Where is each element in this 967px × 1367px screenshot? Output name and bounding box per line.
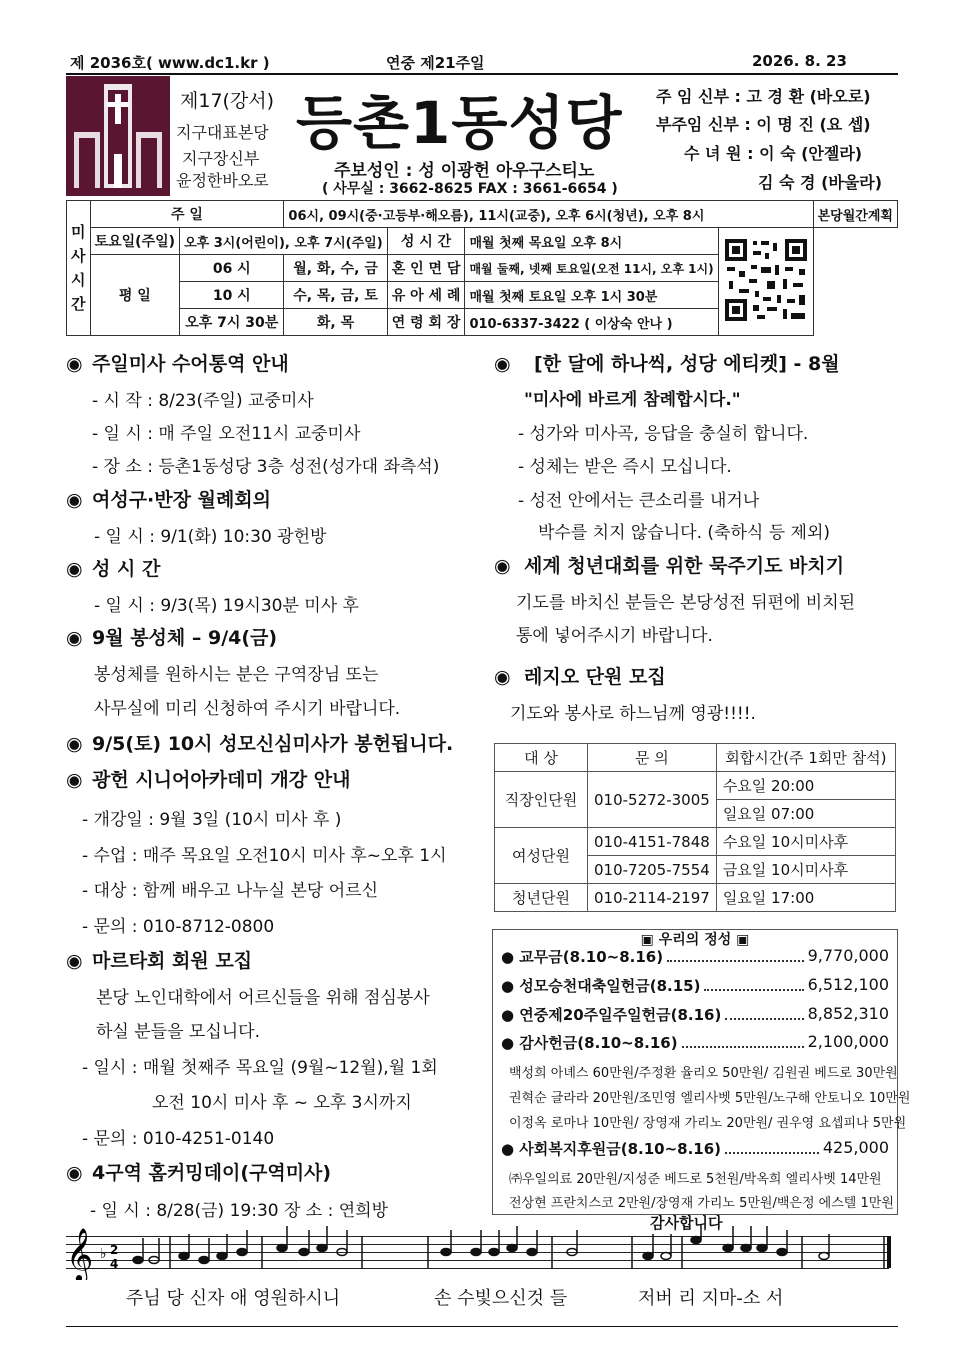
header-rule: [66, 73, 898, 75]
saturday-times: 오후 3시(어린이), 오후 7시(주일): [180, 228, 388, 255]
section-communion-sick: ◉ 9월 봉성체 – 9/4(금): [66, 627, 278, 649]
offering-row-4: ● 감사헌금(8.10~8.16) 2,100,000: [501, 1032, 889, 1052]
svg-text:♭: ♭: [100, 1246, 107, 1262]
thanks-message: 감사합니다: [650, 1214, 723, 1232]
legio-group-3-tel: 010-2114-2197: [588, 884, 717, 912]
weekday-time-2: 10 시: [180, 282, 284, 309]
event-label-1: 성 시 간: [387, 228, 465, 255]
martha-line-3: - 일시 : 매월 첫째주 목요일 (9월~12월),월 1회: [82, 1058, 438, 1078]
legio-head-target: 대 상: [495, 744, 588, 772]
offering-title: ▣ 우리의 정성 ▣: [640, 932, 750, 948]
district-label: 제17(강서): [180, 90, 275, 112]
footer-rule: [66, 1326, 898, 1327]
issue-date: 2026. 8. 23: [752, 52, 847, 70]
sign-language-line-2: - 일 시 : 매 주일 오전11시 교중미사: [92, 424, 361, 444]
role-2: 지구장신부: [182, 149, 260, 168]
weekday-days-1: 월, 화, 수, 금: [284, 255, 387, 282]
legio-group-2: 여성단원: [495, 828, 588, 884]
staff-sister-1: 수 녀 원 : 이 숙 (안젤라): [684, 144, 863, 163]
legio-line-1: 기도와 봉사로 하느님께 영광!!!!.: [510, 704, 756, 724]
event-value-2: 매월 둘째, 넷째 토요일(오전 11시, 오후 1시): [465, 255, 718, 282]
legio-group-1-time-1: 수요일 20:00: [716, 772, 895, 800]
qr-code-icon[interactable]: [723, 237, 809, 323]
senior-academy-line-3: - 대상 : 함께 배우고 나누실 본당 어르신: [82, 881, 379, 901]
section-legio: ◉ 레지오 단원 모집: [494, 666, 666, 688]
etiquette-line-2: - 성체는 받은 즉시 모십니다.: [518, 457, 732, 477]
section-marian-mass: ◉ 9/5(토) 10시 성모신심미사가 봉헌됩니다.: [66, 733, 454, 755]
legio-table: [494, 743, 896, 912]
role-3: 윤정한바오로: [176, 171, 269, 190]
thanks-donor-line-3: 이정옥 로마나 10만원/ 장영재 가리노 20만원/ 권우영 요셉피나 5만원: [509, 1116, 907, 1131]
rosary-line-2: 통에 넣어주시기 바랍니다.: [516, 626, 713, 646]
welfare-donor-line-1: ㈜우일의료 20만원/지성준 베드로 5천원/박옥희 엘리사벳 14만원: [509, 1172, 882, 1187]
legio-group-3: 청년단원: [495, 884, 588, 912]
legio-group-1-time-2: 일요일 07:00: [716, 800, 895, 828]
weekday-days-3: 화, 목: [284, 309, 387, 336]
etiquette-quote: "미사에 바르게 참례합시다.": [524, 390, 741, 410]
section-rosary: ◉ 세계 청년대회를 위한 묵주기도 바치기: [494, 555, 845, 577]
lyric-line-1: 주님 당 신자 애 영원하시니: [126, 1288, 341, 1309]
staff-pastor: 주 임 신부 : 고 경 환 (바오로): [656, 87, 871, 106]
senior-academy-line-1: - 개강일 : 9월 3일 (10시 미사 후 ): [82, 810, 342, 830]
lyric-line-3: 저버 리 지마-소 서: [638, 1288, 784, 1309]
legio-group-1-tel: 010-5272-3005: [588, 772, 717, 828]
role-1: 지구대표본당: [176, 123, 269, 142]
offering-row-2: ● 성모승천대축일헌금(8.15) 6,512,100: [501, 975, 889, 995]
event-value-3: 매월 첫째 토요일 오후 1시 30분: [465, 282, 718, 309]
martha-line-1: 본당 노인대학에서 어르신들을 위해 점심봉사: [96, 988, 430, 1008]
communion-sick-line-1: 봉성체를 원하시는 분은 구역장님 또는: [94, 665, 379, 685]
legio-head-contact: 문 의: [588, 744, 717, 772]
thanks-donor-line-1: 백성희 아녜스 60만원/주정환 율리오 50만원/ 김원권 베드로 30만원: [509, 1066, 898, 1081]
church-logo: [66, 76, 170, 196]
legio-head-time: 회합시간(주 1회만 참석): [716, 744, 895, 772]
homecoming-line-1: - 일 시 : 8/28(금) 19:30 장 소 : 연희방: [90, 1201, 389, 1221]
section-etiquette: ◉ [한 달에 하나씩, 성당 에티켓] - 8월: [494, 353, 840, 375]
monthly-plan-label: 본당월간계획: [813, 201, 897, 228]
patron-saint: 주보성인 : 성 이광헌 아우구스티노: [334, 161, 595, 181]
offering-row-3: ● 연중제20주일주일헌금(8.16) 8,852,310: [501, 1004, 889, 1024]
offering-row-1: ● 교무금(8.10~8.16) 9,770,000: [501, 946, 889, 966]
thanks-donor-line-2: 권혁순 글라라 20만원/조민영 엘리사벳 5만원/노구해 안토니오 10만원: [509, 1091, 911, 1106]
offering-box: [492, 929, 911, 1215]
legio-group-3-time: 일요일 17:00: [716, 884, 895, 912]
welfare-donor-line-2: 전상현 프란치스코 2만원/장영재 가리노 5만원/백은정 에스텔 1만원: [509, 1196, 894, 1211]
offering-row-5: ● 사회복지후원금(8.10~8.16) 425,000: [501, 1138, 889, 1158]
liturgical-season: 연중 제21주일: [386, 54, 485, 72]
legio-group-2-time-1: 수요일 10시미사후: [716, 828, 895, 856]
event-value-1: 매월 첫째 목요일 오후 8시: [465, 228, 718, 255]
lyric-line-2: 손 수빛으신것 들: [434, 1288, 568, 1309]
senior-academy-line-2: - 수업 : 매주 목요일 오전10시 미사 후~오후 1시: [82, 846, 447, 866]
sunday-label: 주 일: [90, 201, 284, 228]
sign-language-line-1: - 시 작 : 8/23(주일) 교중미사: [92, 391, 314, 411]
office-contact: ( 사무실 : 3662-8625 FAX : 3661-6654 ): [322, 181, 618, 197]
rosary-line-1: 기도를 바치신 분들은 본당성전 뒤편에 비치된: [516, 593, 856, 613]
legio-group-2-time-2: 금요일 10시미사후: [716, 856, 895, 884]
section-martha-group: ◉ 마르타회 회원 모집: [66, 950, 253, 972]
weekday-label: 평 일: [90, 255, 180, 336]
issue-number: 제 2036호( www.dc1.kr ): [70, 54, 270, 72]
communion-sick-line-2: 사무실에 미리 신청하여 주시기 바랍니다.: [94, 699, 401, 719]
section-homecoming: ◉ 4구역 홈커밍데이(구역미사): [66, 1162, 332, 1184]
treble-clef-icon: 𝄞: [66, 1227, 94, 1280]
etiquette-line-1: - 성가와 미사곡, 응답을 충실히 합니다.: [518, 424, 809, 444]
etiquette-line-3: - 성전 안에서는 큰소리를 내거나: [518, 491, 760, 511]
weekday-days-2: 수, 목, 금, 토: [284, 282, 387, 309]
staff-associate: 부주임 신부 : 이 명 진 (요 셉): [656, 115, 871, 134]
senior-academy-line-4: - 문의 : 010-8712-0800: [82, 917, 275, 937]
sign-language-line-3: - 장 소 : 등촌1동성당 3층 성전(성가대 좌측석): [92, 457, 440, 477]
music-score: [66, 1224, 896, 1280]
event-label-4: 연 령 회 장: [387, 309, 465, 336]
legio-group-2-tel-1: 010-4151-7848: [588, 828, 717, 856]
event-label-2: 혼 인 면 담: [387, 255, 465, 282]
event-label-3: 유 아 세 례: [387, 282, 465, 309]
legio-group-2-tel-2: 010-7205-7554: [588, 856, 717, 884]
women-meeting-line-1: - 일 시 : 9/1(화) 10:30 광헌방: [94, 527, 327, 547]
section-senior-academy: ◉ 광헌 시니어아카데미 개강 안내: [66, 769, 351, 791]
section-women-meeting: ◉ 여성구·반장 월례회의: [66, 489, 272, 511]
section-holy-hour: ◉ 성 시 간: [66, 558, 161, 580]
holy-hour-line-1: - 일 시 : 9/3(목) 19시30분 미사 후: [94, 596, 359, 616]
mass-time-label: 미사시간: [67, 201, 91, 336]
section-sign-language: ◉ 주일미사 수어통역 안내: [66, 353, 289, 375]
mass-schedule-table: [66, 200, 898, 336]
staff-sister-2: 김 숙 경 (바울라): [758, 173, 883, 192]
weekday-time-3: 오후 7시 30분: [180, 309, 284, 336]
etiquette-line-4: 박수를 치지 않습니다. (축하식 등 제외): [538, 523, 831, 543]
parish-title: 등촌1동성당: [296, 89, 623, 157]
svg-text:4: 4: [110, 1257, 119, 1271]
event-value-4: 010-6337-3422 ( 이상숙 안나 ): [465, 309, 718, 336]
weekday-time-1: 06 시: [180, 255, 284, 282]
martha-line-4: 오전 10시 미사 후 ~ 오후 3시까지: [152, 1093, 412, 1113]
saturday-label: 토요일(주일): [90, 228, 180, 255]
svg-text:2: 2: [110, 1243, 119, 1257]
qr-code-cell[interactable]: [718, 228, 813, 336]
legio-group-1: 직장인단원: [495, 772, 588, 828]
martha-line-2: 하실 분들을 모십니다.: [96, 1022, 261, 1042]
martha-line-5: - 문의 : 010-4251-0140: [82, 1129, 275, 1149]
sunday-times: 06시, 09시(중·고등부·해오름), 11시(교중), 오후 6시(청년), 오후 8시: [284, 201, 813, 228]
